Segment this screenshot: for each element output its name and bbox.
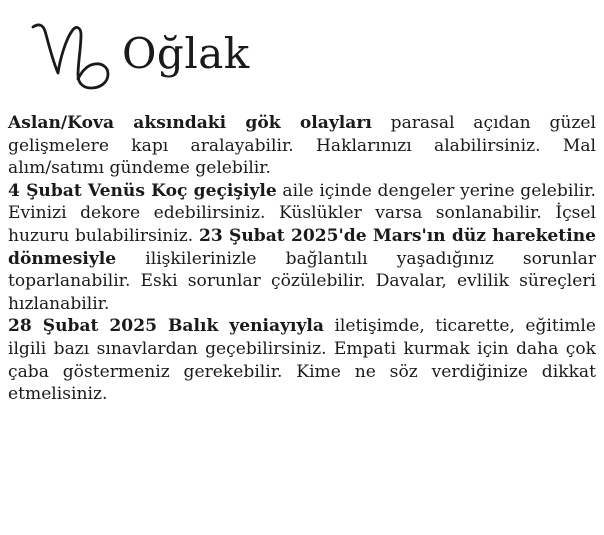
- highlight-text: 23 Şubat 2025'de Mars'ın düz hareketine dönmesiyle: [8, 225, 596, 269]
- capricorn-symbol-icon: [28, 17, 114, 91]
- body-text-run: ilişkilerinizle bağlantılı yaşadığınız sorunlar toparlanabilir. Eski sorunlar çözülebilir. Davalar, evlilik süreçleri hızlanabilir.: [8, 248, 596, 314]
- sign-title: Oğlak: [122, 29, 250, 78]
- paragraph: [8, 180, 596, 316]
- body-text-run: aile içinde dengeler yerine gelebilir. Evinizi dekore edebilirsiniz. Küslükler varsa sonlanabilir. İçsel huzuru bulabilirsiniz.: [8, 180, 596, 246]
- paragraph: [8, 315, 596, 405]
- body-text-run: iletişimde, ticarette, eğitimle ilgili bazı sınavlardan geçebilirsiniz. Empati kurmak için daha çok çaba göstermeniz gerekebilir. Kime ne söz verdiğinize dikkat etmelisiniz.: [8, 316, 596, 405]
- sign-header: [28, 10, 250, 98]
- paragraph: [8, 112, 596, 180]
- highlight-text: 28 Şubat 2025 Balık yeniayıyla: [8, 316, 324, 337]
- highlight-text: 4 Şubat Venüs Koç geçişiyle: [8, 180, 277, 201]
- highlight-text: Aslan/Kova aksındaki gök olayları: [8, 113, 372, 133]
- horoscope-text: [8, 112, 596, 406]
- body-text-run: parasal açıdan güzel gelişmelere kapı aralayabilir. Haklarınızı alabilirsiniz. Mal alım/satımı gündeme gelebilir.: [8, 113, 596, 179]
